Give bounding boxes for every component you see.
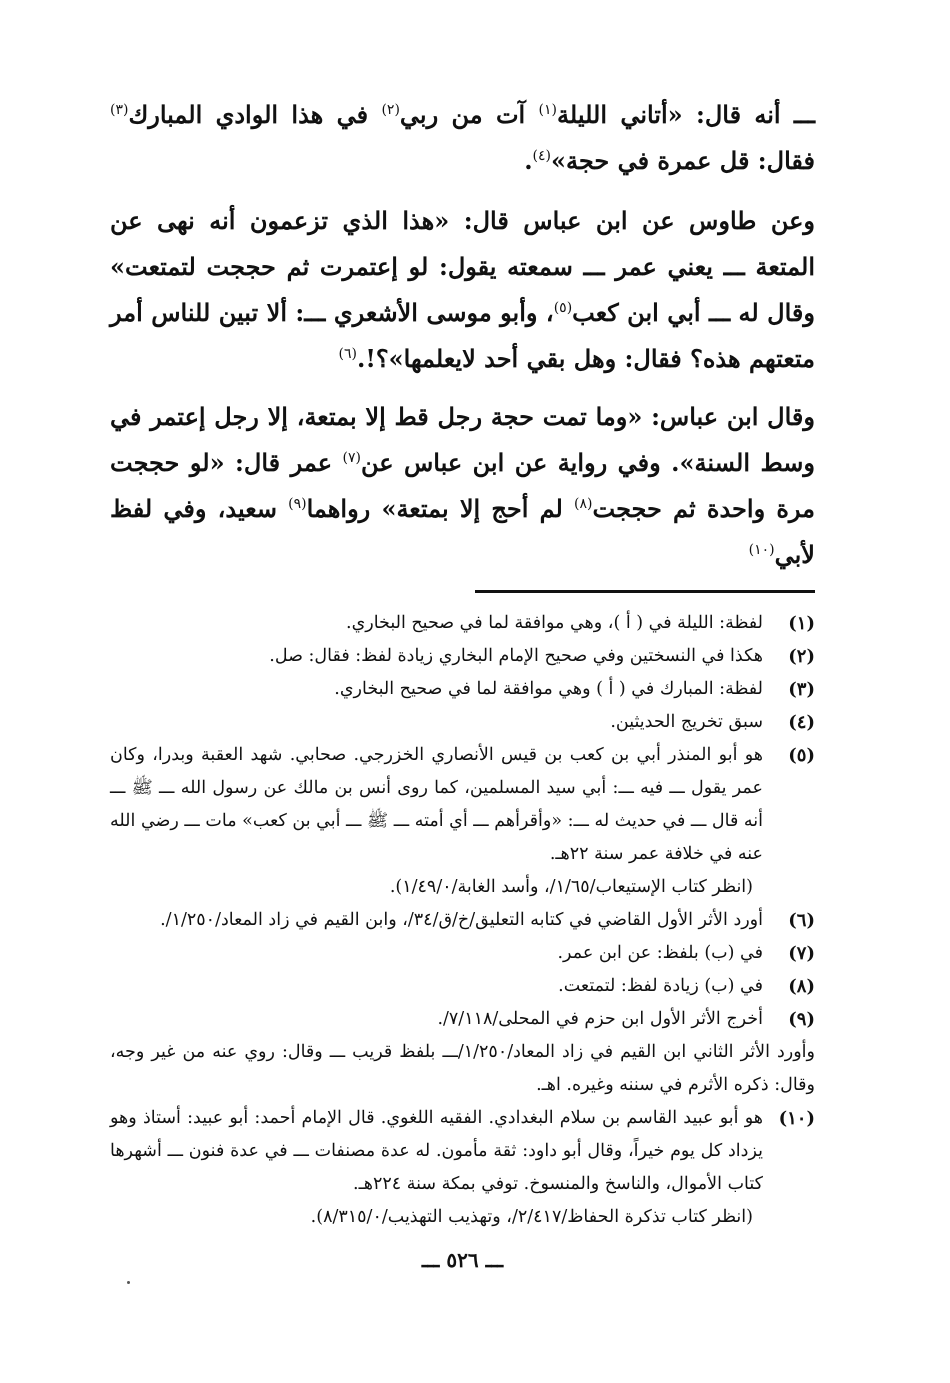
footnote-10 [110,1102,815,1234]
footnote-7 [110,937,815,970]
footnote-ref-marker: (٤) [532,148,552,164]
main-paragraph-3: وقال ابن عباس: «وما تمت حجة رجل قط إلا بمتعة، إلا رجل إعتمر في وسط السنة». وفي رواية عن ابن عباس عن$^{(٧)}$ عمر قال: «لو حججت مرة واحدة ثم حججت$^{(٨)}$ لم أحج إلا بمتعة» رواهما$^{(٩)}$ سعيد، وفي لفظ لأبي$^{(١٠)}$ [110,402,816,569]
footnote-1 [110,607,815,640]
footnote-number: (٢) [788,646,815,667]
main-paragraph-2: وعن طاوس عن ابن عباس قال: «هذا الذي تزعمون أنه نهى عن المتعة ـــ يعني عمر ـــ سمعته يقول: لو إعتمرت ثم حججت لتمتعت» وقال له ـــ أبي ابن كعب$^{(٥)}$، وأبو موسى الأشعري ـــ: ألا تبين للناس أمر متعتهم هذه؟ فقال: وهل بقي أحد لايعلمها»؟!.$^{(٦)}$ [110,206,815,373]
footnote-ref-marker: (٢) [381,102,400,118]
footnote-8 [110,970,815,1003]
footnote-text: هو أبو عبيد القاسم بن سلام البغدادي. الفقيه اللغوي. قال الإمام أحمد: أبو عبيد: أستاذ وهو يزداد كل يوم خيراً، وقال أبو داود: ثقة مأمون. له عدة مصنفات ـــ في عدة فنون ـــ أشهرها كتاب الأموال، والناسخ والمنسوخ. توفي بمكة سنة ٢٢٤هـ. [110,1108,763,1194]
footnote-4 [110,706,815,739]
footnote-number: (٥) [788,745,815,766]
footnote-number: (١) [788,613,815,634]
footnote-3 [110,673,815,706]
footnote-ref-marker: (٥) [553,300,573,316]
footnote-number: (٧) [788,943,815,964]
footnote-reference: (انظر كتاب الإستيعاب/١/٦٥/، وأسد الغابة/١/٤٩/٠). [389,877,753,897]
document-page [110,92,815,1272]
footnote-text: هكذا في النسختين وفي صحيح الإمام البخاري زيادة لفظ: فقال: صل. [269,646,763,666]
footnote-6 [110,904,815,937]
footnote-2 [110,640,815,673]
footnote-separator [475,590,815,593]
scan-speck [127,1281,130,1284]
footnote-text: في (ب) زيادة لفظ: لتمتعت. [558,976,763,996]
footnote-9-continuation: وأورد الأثر الثاني ابن القيم في زاد المعاد/١/٢٥٠/ـــ بلفظ قريب ـــ وقال: روي عنه من غير وجه، وقال: ذكره الأثرم في سننه وغيره. اهـ. [110,1042,815,1095]
footnote-ref-marker: (١) [538,102,558,118]
footnote-text: أخرج الأثر الأول ابن حزم في المحلى/٧/١١٨/. [437,1009,763,1029]
footnote-number: (١٠) [778,1108,815,1129]
footnote-ref-marker: (٧) [342,450,361,466]
footnote-number: (٤) [788,712,815,733]
footnote-ref-marker: (٩) [288,496,307,512]
footnote-ref-marker: (٣) [110,102,129,118]
footnote-text: سبق تخريج الحديثين. [610,712,763,732]
footnote-text: لفظة: المبارك في ( أ ) وهي موافقة لما في صحيح البخاري. [334,679,763,699]
footnote-number: (٩) [788,1009,815,1030]
footnote-text: أورد الأثر الأول القاضي في كتابه التعليق/خ/ق/٣٤/، وابن القيم في زاد المعاد/١/٢٥٠/. [160,910,763,930]
footnote-ref-marker: (٨) [574,496,593,512]
footnote-5 [110,739,815,904]
footnote-text: في (ب) بلفظ: عن ابن عمر. [557,943,763,963]
main-text [110,92,815,578]
footnote-text: هو أبو المنذر أبي بن كعب بن قيس الأنصاري الخزرجي. صحابي. شهد العقبة وبدرا، وكان عمر يقول ـــ فيه ـــ: أبي سيد المسلمين، كما روى أنس بن مالك عن رسول الله ـــ ﷺ ـــ أنه قال ـــ في حديث له ـــ: «وأقرأهم ـــ أي أمته ـــ ﷺ ـــ أبي بن كعب» مات ـــ رضي الله عنه في خلافة عمر سنة ٢٢هـ. [110,745,763,864]
main-paragraph-1: ـــ أنه قال: «أتاني الليلة$^{(١)}$ آت من ربي$^{(٢)}$ في هذا الوادي المبارك$^{(٣)}$ فقال: قل عمرة في حجة»$^{(٤)}$. [110,100,816,175]
footnote-ref-marker: (٦) [338,346,357,362]
footnotes-list [110,607,815,1234]
footnote-9 [110,1003,815,1036]
footnote-text: لفظة: الليلة في ( أ )، وهي موافقة لما في صحيح البخاري. [346,613,763,633]
footnote-number: (٦) [788,910,815,931]
footnote-ref-marker: (١٠) [748,542,775,558]
page-number: ـــ ٥٢٦ ـــ [421,1248,504,1272]
footnote-number: (٣) [788,679,815,700]
footnote-reference: (انظر كتاب تذكرة الحفاظ/٢/٤١٧/، وتهذيب التهذيب/٨/٣١٥/٠). [310,1207,753,1227]
footnote-number: (٨) [788,976,815,997]
